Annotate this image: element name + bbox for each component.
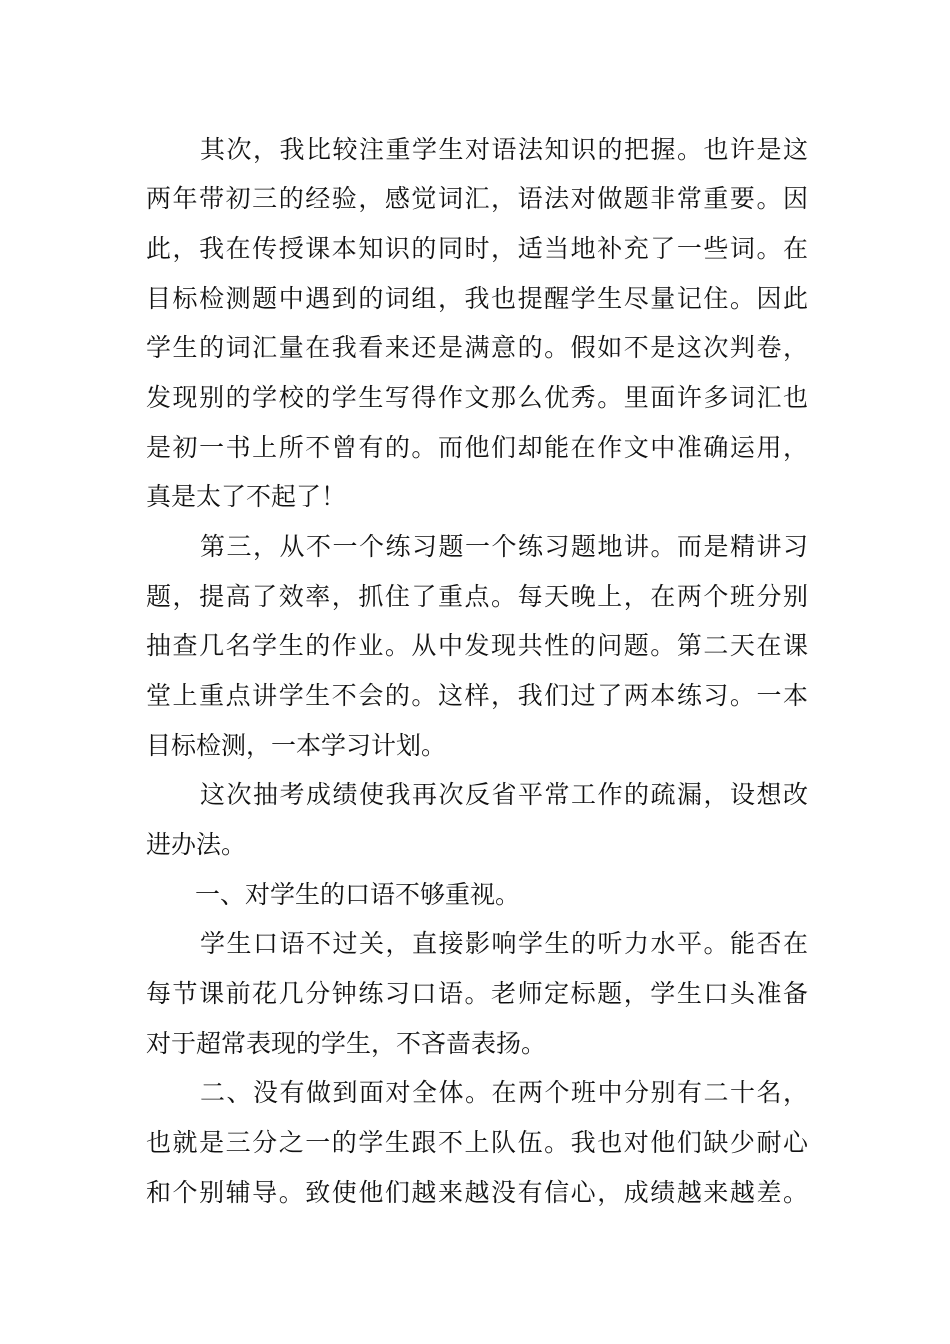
paragraph-line: 是初一书上所不曾有的。而他们却能在作文中准确运用， [146,433,808,462]
paragraph-line: 其次，我比较注重学生对语法知识的把握。也许是这 [200,135,808,164]
paragraph-line: 发现别的学校的学生写得作文那么优秀。里面许多词汇也 [146,383,808,412]
paragraph-line: 两年带初三的经验，感觉词汇，语法对做题非常重要。因 [146,184,808,213]
paragraph-line: 和个别辅导。致使他们越来越没有信心，成绩越来越差。 [146,1178,808,1207]
paragraph-line: 每节课前花几分钟练习口语。老师定标题，学生口头准备 [146,979,808,1008]
paragraph-line: 题，提高了效率，抓住了重点。每天晚上，在两个班分别 [146,582,808,611]
section-heading: 一、对学生的口语不够重视。 [195,880,521,909]
paragraph-line: 堂上重点讲学生不会的。这样，我们过了两本练习。一本 [146,681,808,710]
paragraph-line: 这次抽考成绩使我再次反省平常工作的疏漏，设想改 [200,780,808,809]
paragraph-line: 学生的词汇量在我看来还是满意的。假如不是这次判卷， [146,333,808,362]
paragraph-line: 目标检测，一本学习计划。 [146,731,447,760]
paragraph-line: 抽查几名学生的作业。从中发现共性的问题。第二天在课 [146,631,808,660]
paragraph-line: 二、没有做到面对全体。在两个班中分别有二十名， [200,1078,808,1107]
paragraph-line: 也就是三分之一的学生跟不上队伍。我也对他们缺少耐心 [146,1128,808,1157]
paragraph-line: 第三，从不一个练习题一个练习题地讲。而是精讲习 [200,532,808,561]
paragraph-line: 对于超常表现的学生，不吝啬表扬。 [146,1029,547,1058]
paragraph-line: 学生口语不过关，直接影响学生的听力水平。能否在 [200,929,808,958]
paragraph-line: 此，我在传授课本知识的同时，适当地补充了一些词。在 [146,234,808,263]
paragraph-line: 目标检测题中遇到的词组，我也提醒学生尽量记住。因此 [146,284,808,313]
paragraph-line: 真是太了不起了！ [146,482,347,511]
paragraph-line: 进办法。 [146,830,247,859]
